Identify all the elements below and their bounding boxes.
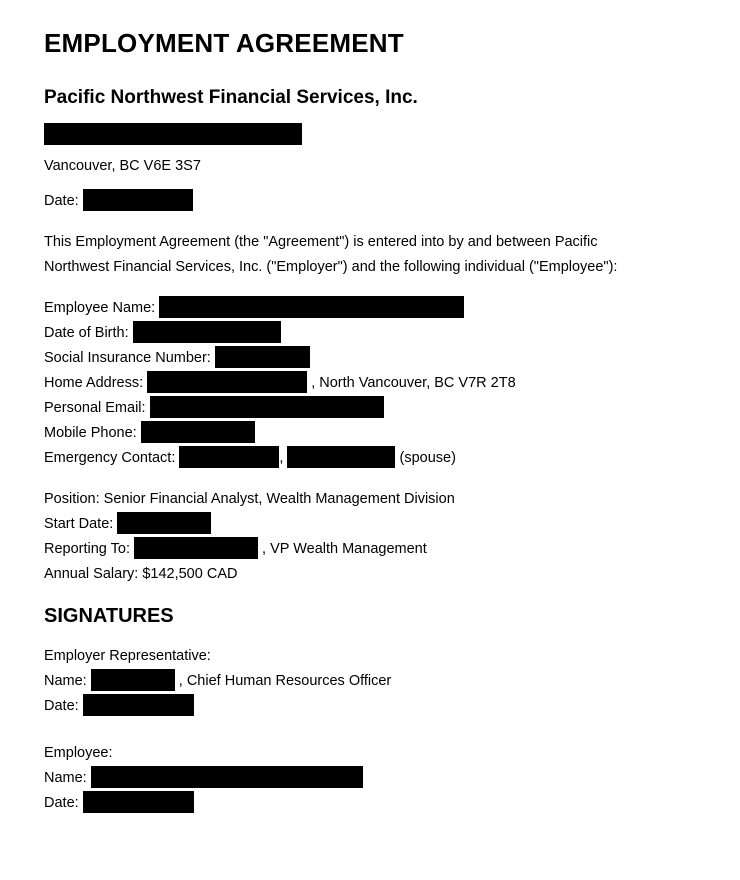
redaction-bar-date-of-birth (133, 321, 281, 343)
company-name: Pacific Northwest Financial Services, Inc. (44, 87, 418, 108)
field-label-home-address: Home Address: (44, 375, 144, 391)
redaction-bar-emergency-contact-name (179, 446, 279, 468)
employer-name-label: Name: (44, 673, 87, 689)
home-address-suffix: , North Vancouver, BC V7R 2T8 (311, 375, 516, 391)
redaction-bar-employer-name (91, 669, 175, 691)
redaction-bar-mobile-phone (141, 421, 255, 443)
redaction-bar-date (83, 189, 193, 211)
field-label-emergency-contact: Emergency Contact: (44, 450, 176, 466)
field-label-personal-email: Personal Email: (44, 400, 146, 416)
redaction-bar-employee-name (159, 296, 464, 318)
reporting-to-line (44, 537, 696, 562)
address-redacted-line (44, 123, 696, 148)
field-employee-name (44, 296, 696, 321)
start-date-label: Start Date: (44, 516, 114, 532)
position-details (44, 487, 696, 587)
reporting-to-suffix: , VP Wealth Management (262, 541, 427, 557)
field-personal-email (44, 396, 696, 421)
position-line: Position: Senior Financial Analyst, Wealth Management Division (44, 491, 455, 507)
date-label: Date: (44, 193, 79, 209)
field-label-social-insurance-number: Social Insurance Number: (44, 350, 211, 366)
employee-date-label: Date: (44, 795, 79, 811)
employee-fields (44, 296, 696, 471)
field-home-address (44, 371, 696, 396)
employer-date-line (44, 694, 696, 719)
annual-salary-line: Annual Salary: $142,500 CAD (44, 566, 238, 582)
employer-name-suffix: , Chief Human Resources Officer (178, 673, 392, 689)
reporting-to-label: Reporting To: (44, 541, 130, 557)
redaction-bar-employer-date (83, 694, 194, 716)
redaction-bar-home-address (147, 371, 307, 393)
redaction-bar-employee-signature-name (91, 766, 363, 788)
field-mobile-phone (44, 421, 696, 446)
field-label-mobile-phone: Mobile Phone: (44, 425, 137, 441)
employer-date-label: Date: (44, 698, 79, 714)
employer-role-label: Employer Representative: (44, 648, 211, 664)
employee-signature-block (44, 741, 696, 816)
employee-date-line (44, 791, 696, 816)
field-social-insurance-number (44, 346, 696, 371)
emergency-contact-suffix: (spouse) (399, 450, 456, 466)
redaction-bar-emergency-contact-phone (287, 446, 395, 468)
intro-paragraph: This Employment Agreement (the "Agreement") is entered into by and between Pacific Northwest Financial Services, Inc. ("Employer") and the following individual ("Employee"): (44, 234, 618, 275)
redaction-bar-personal-email (150, 396, 384, 418)
employee-name-line (44, 766, 696, 791)
redaction-bar-reporting-to (134, 537, 258, 559)
employer-signature-block (44, 644, 696, 719)
field-emergency-contact (44, 446, 696, 471)
employee-name-label: Name: (44, 770, 87, 786)
redaction-bar-start-date (117, 512, 211, 534)
signatures-heading: SIGNATURES (44, 605, 174, 627)
page-title: EMPLOYMENT AGREEMENT (44, 28, 404, 58)
emergency-contact-separator: , (279, 450, 284, 466)
start-date-line (44, 512, 696, 537)
redaction-bar-social-insurance-number (215, 346, 310, 368)
field-label-employee-name: Employee Name: (44, 300, 156, 316)
field-date-of-birth (44, 321, 696, 346)
employee-role-label: Employee: (44, 745, 113, 761)
redaction-bar-employee-date (83, 791, 194, 813)
company-city-line: Vancouver, BC V6E 3S7 (44, 158, 201, 174)
employer-name-line (44, 669, 696, 694)
redaction-bar-address (44, 123, 302, 145)
document-date-line (44, 189, 696, 214)
field-label-date-of-birth: Date of Birth: (44, 325, 129, 341)
company-address-block (44, 123, 696, 148)
